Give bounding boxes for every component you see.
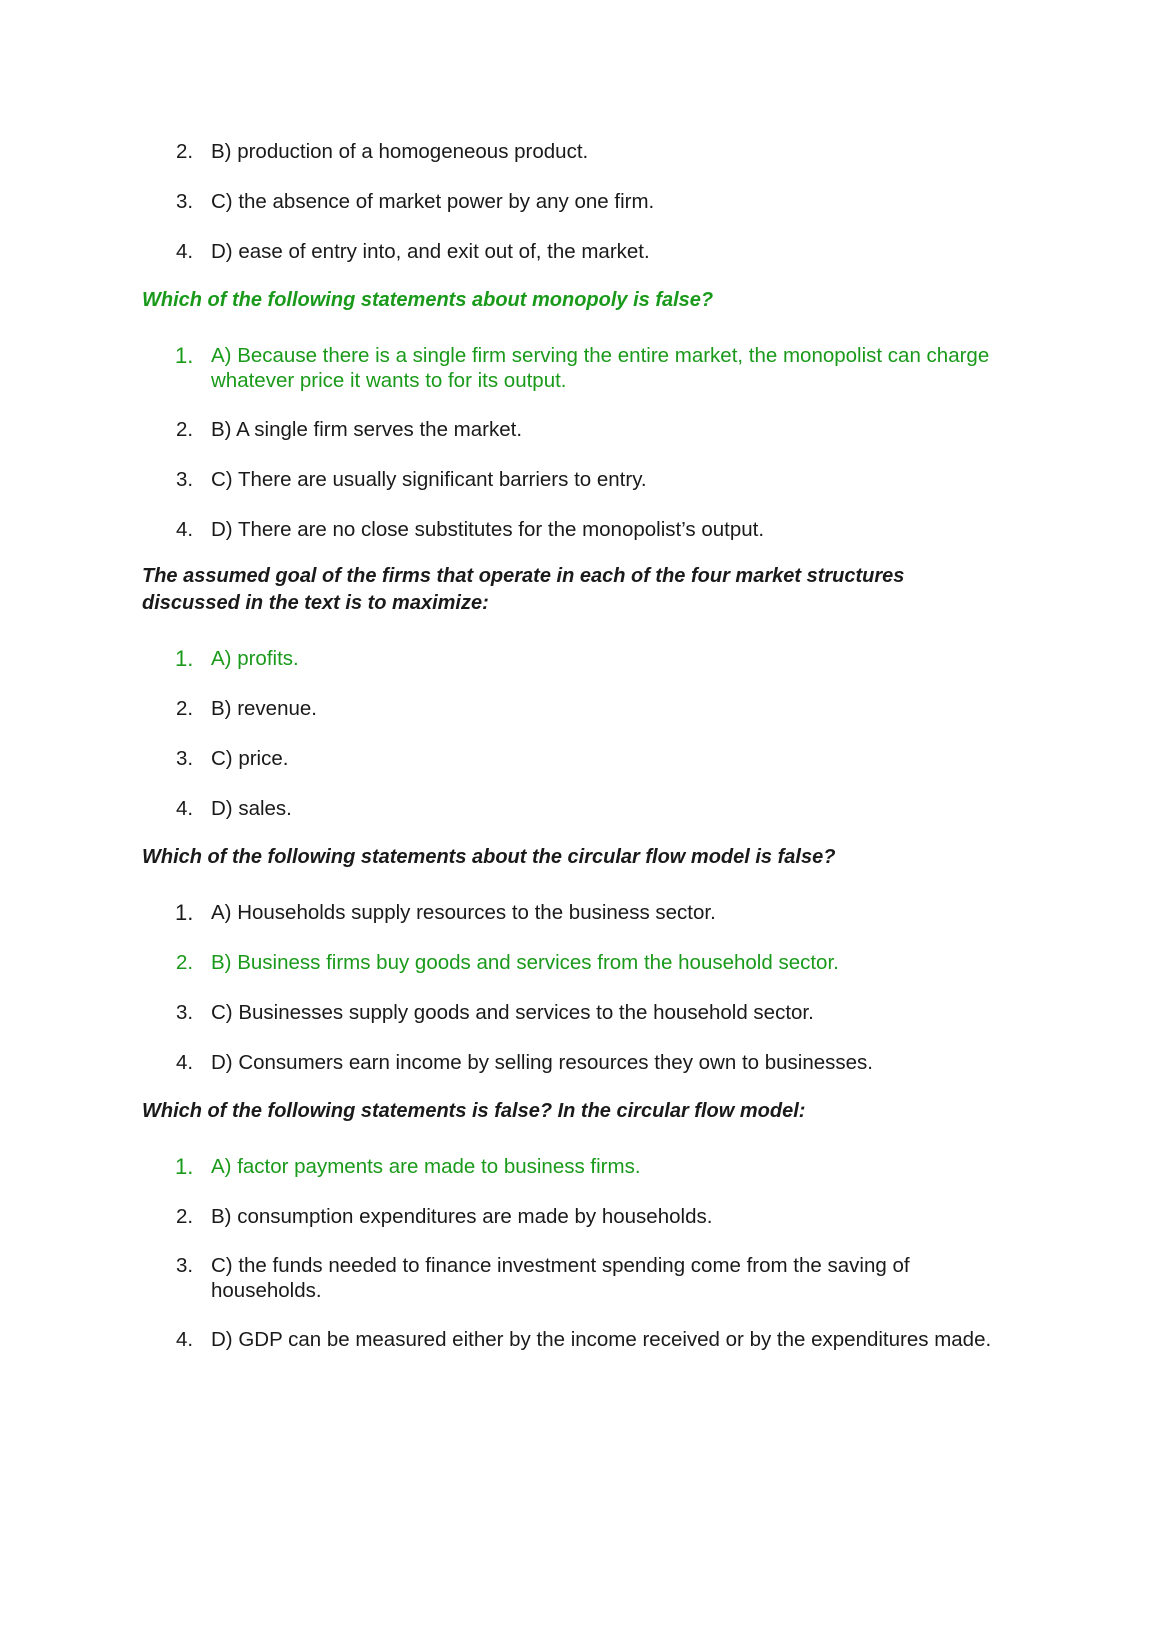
option-text: C) price. bbox=[211, 747, 289, 770]
option-text: A) profits. bbox=[211, 647, 299, 670]
option-text: D) sales. bbox=[211, 797, 292, 820]
option-number: 3. bbox=[176, 190, 194, 213]
option-text: A) Because there is a single firm serving the entire market, the monopolist can charge whatever price it wants to for its output. bbox=[211, 344, 990, 392]
option-number: 4. bbox=[176, 797, 194, 820]
option-number: 1. bbox=[175, 646, 194, 671]
option-number: 2. bbox=[176, 140, 194, 163]
option-text: C) Businesses supply goods and services to the household sector. bbox=[211, 1001, 814, 1024]
option-number: 4. bbox=[176, 518, 194, 541]
option-text: B) production of a homogeneous product. bbox=[211, 140, 589, 163]
option-text: D) There are no close substitutes for the monopolist’s output. bbox=[211, 518, 765, 541]
option-text: D) Consumers earn income by selling resources they own to businesses. bbox=[211, 1051, 873, 1074]
option-text: B) A single firm serves the market. bbox=[211, 418, 523, 441]
question-heading: Which of the following statements about monopoly is false? bbox=[142, 289, 714, 311]
option-number: 4. bbox=[176, 240, 194, 263]
option-number: 1. bbox=[175, 900, 194, 925]
option-text: A) Households supply resources to the business sector. bbox=[211, 901, 716, 924]
option-number: 4. bbox=[176, 1328, 194, 1351]
option-text: C) the funds needed to finance investment spending come from the saving of households. bbox=[211, 1254, 910, 1302]
option-number: 3. bbox=[176, 1001, 194, 1024]
option-number: 2. bbox=[176, 951, 194, 974]
option-number: 2. bbox=[176, 697, 194, 720]
option-text: D) ease of entry into, and exit out of, the market. bbox=[211, 240, 650, 263]
option-text: C) There are usually significant barriers to entry. bbox=[211, 468, 647, 491]
question-heading: The assumed goal of the firms that operate in each of the four market structures discussed in the text is to maximize: bbox=[142, 565, 905, 614]
option-number: 4. bbox=[176, 1051, 194, 1074]
question-heading: Which of the following statements is false? In the circular flow model: bbox=[142, 1100, 806, 1122]
option-number: 3. bbox=[176, 468, 194, 491]
option-number: 1. bbox=[175, 1154, 194, 1179]
option-text: B) Business firms buy goods and services from the household sector. bbox=[211, 951, 839, 974]
option-number: 2. bbox=[176, 1205, 194, 1228]
option-text: B) revenue. bbox=[211, 697, 317, 720]
option-number: 2. bbox=[176, 418, 194, 441]
question-heading: Which of the following statements about the circular flow model is false? bbox=[142, 846, 836, 868]
option-text: D) GDP can be measured either by the income received or by the expenditures made. bbox=[211, 1328, 992, 1351]
option-text: A) factor payments are made to business firms. bbox=[211, 1155, 641, 1178]
option-text: B) consumption expenditures are made by households. bbox=[211, 1205, 713, 1228]
option-text: C) the absence of market power by any one firm. bbox=[211, 190, 655, 213]
option-number: 3. bbox=[176, 1254, 194, 1277]
option-number: 1. bbox=[175, 343, 194, 368]
option-number: 3. bbox=[176, 747, 194, 770]
